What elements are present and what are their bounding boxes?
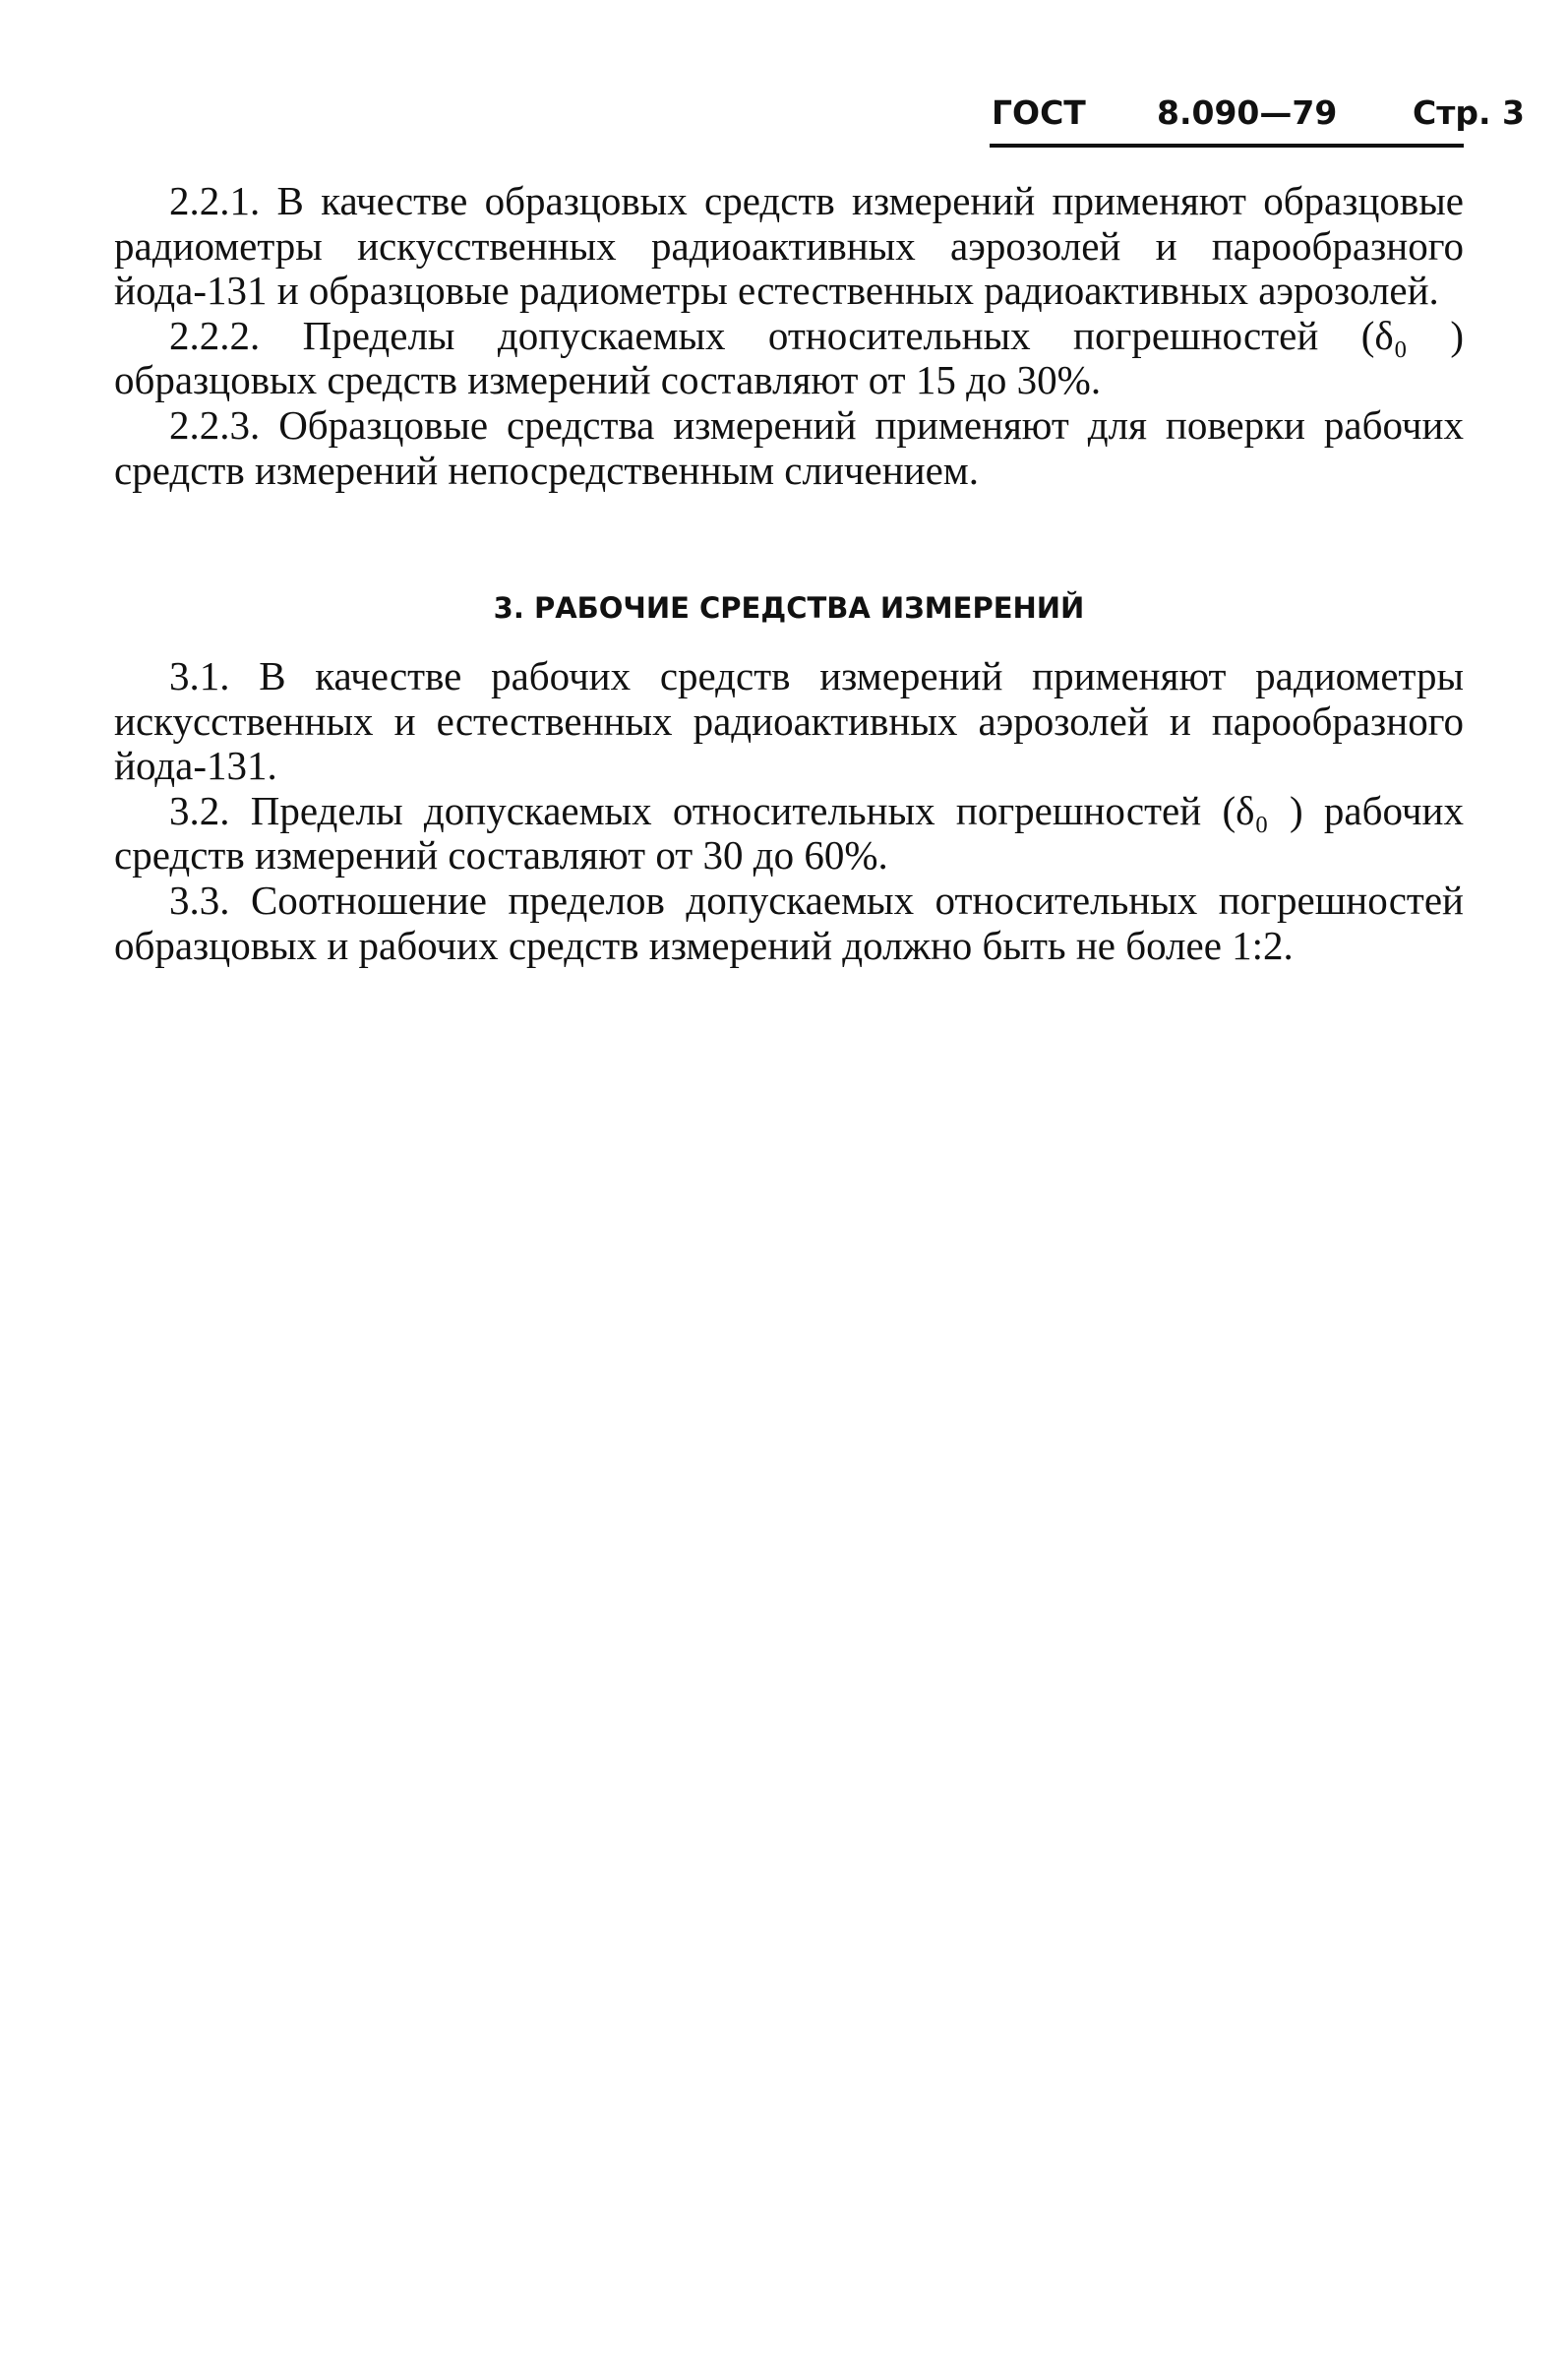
section-2-2-text	[114, 179, 1464, 493]
standard-number: 8.090—79	[1157, 93, 1338, 132]
standard-label: ГОСТ	[992, 93, 1086, 132]
running-header	[990, 92, 1525, 148]
paragraph-2-2-2: 2.2.2. Пределы допускаемых относительных погрешностей (δ₀ ) образцовых средств измерений составляют от 15 до 30%.	[114, 312, 1464, 403]
paragraph-2-2-1: 2.2.1. В качестве образцовых средств измерений применяют образцовые радиометры искусственных радиоактивных аэрозолей и парообразного йода-131 и образцовые радиометры естественных радиоактивных аэрозолей.	[114, 178, 1464, 314]
section-3-text	[114, 654, 1464, 968]
page-number: Стр. 3	[1413, 93, 1525, 132]
paragraph-2-2-3: 2.2.3. Образцовые средства измерений применяют для поверки рабочих средств измерений непосредственным сличением.	[114, 401, 1464, 493]
paragraph-3-1: 3.1. В качестве рабочих средств измерений применяют радиометры искусственных и естественных радиоактивных аэрозолей и парообразного йода-131.	[114, 653, 1464, 789]
section-heading: 3. РАБОЧИЕ СРЕДСТВА ИЗМЕРЕНИЙ	[493, 591, 1085, 625]
paragraph-3-2: 3.2. Пределы допускаемых относительных погрешностей (δ₀ ) рабочих средств измерений составляют от 30 до 60%.	[114, 787, 1464, 879]
paragraph-3-3: 3.3. Соотношение пределов допускаемых относительных погрешностей образцовых и рабочих средств измерений должно быть не более 1:2.	[114, 877, 1464, 968]
